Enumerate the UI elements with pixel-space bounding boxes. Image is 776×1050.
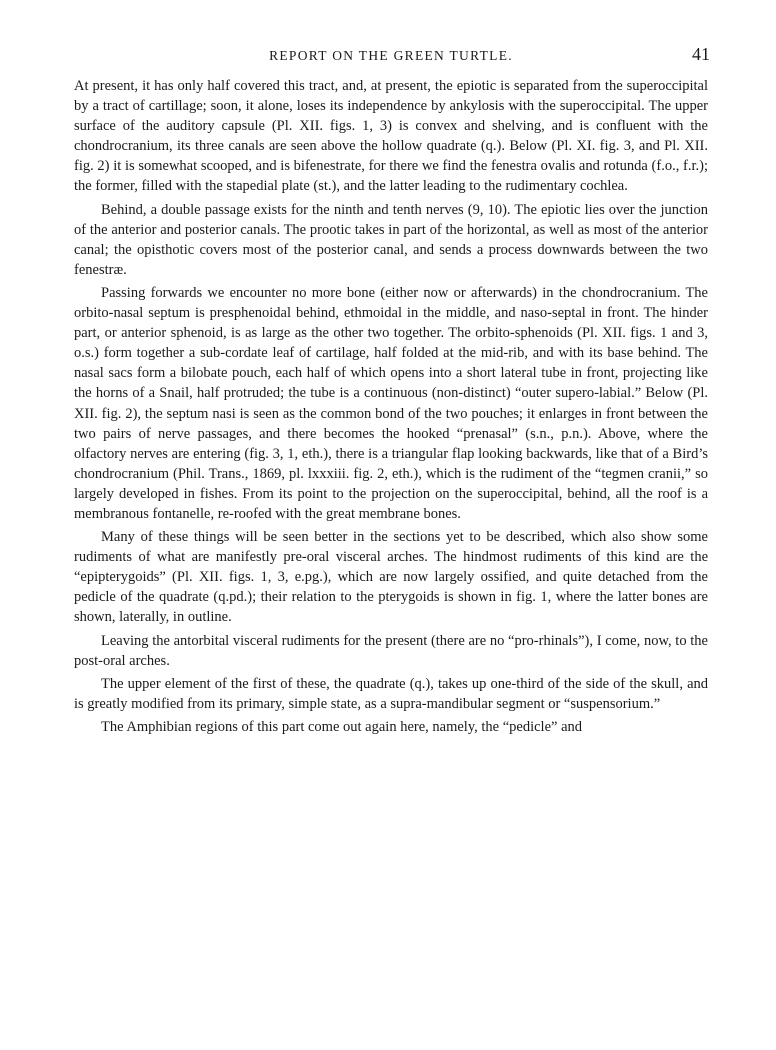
paragraph-7: The Amphibian regions of this part come out again here, namely, the “pedicle” and (101, 718, 583, 735)
paragraph-2: Behind, a double passage exists for the ninth and tenth nerves (9, 10). The epiotic lies over the junction of the anterior and posterior canals. The prootic takes in part of the horizontal, as well as most of the anterior canal; the opisthotic covers most of the posterior canal, and sends a process downwards between the two fenestræ. (74, 201, 708, 278)
page-number: 41 (692, 44, 710, 64)
body-text (74, 76, 708, 737)
paragraph-6: The upper element of the first of these, the quadrate (q.), takes up one-third of the side of the skull, and is greatly modified from its primary, simple state, as a supra-mandibular segment or “suspensorium.” (74, 675, 708, 712)
page (74, 0, 708, 740)
paragraph-3: Passing forwards we encounter no more bone (either now or afterwards) in the chondrocranium. The orbito-nasal septum is presphenoidal behind, ethmoidal in the middle, and naso-septal in front. The hinder part, or anterior sphenoid, is as large as the other two together. The orbito-sphenoids (Pl. XII. figs. 1 and 3, o.s.) form together a sub-cordate leaf of cartilage, half folded at the mid-rib, and with its base behind. The nasal sacs form a bilobate pouch, each half of which opens into a short lateral tube in front, projecting like the horns of a Snail, half protruded; the tube is a continuous (non-distinct) “outer supero-labial.” Below (Pl. XII. fig. 2), the septum nasi is seen as the common bond of the two pouches; it enlarges in front between the two pairs of nerve passages, and there becomes the hooked “prenasal” (s.n., p.n.). Above, where the olfactory nerves are entering (fig. 3, 1, eth.), there is a triangular flap looking backwards, like that of a Bird’s chondrocranium (Phil. Trans., 1869, pl. lxxxiii. fig. 2, eth.), which is the rudiment of the “tegmen cranii,” so largely developed in fishes. From its point to the projection on the superoccipital, behind, all the roof is a membranous fontanelle, re-roofed with the great membrane bones. (74, 284, 708, 522)
paragraph-5: Leaving the antorbital visceral rudiments for the present (there are no “pro-rhinals”), I come, now, to the post-oral arches. (74, 632, 708, 669)
paragraph-4: Many of these things will be seen better in the sections yet to be described, which also show some rudiments of what are manifestly pre-oral visceral arches. The hindmost rudiments of this kind are the “epipterygoids” (Pl. XII. figs. 1, 3, e.pg.), which are now largely ossified, and quite detached from the pedicle of the quadrate (q.pd.); their relation to the pterygoids is shown in fig. 1, where the latter bones are shown, laterally, in outline. (74, 529, 708, 626)
paragraph-1: At present, it has only half covered this tract, and, at present, the epiotic is separated from the superoccipital by a tract of cartillage; soon, it alone, loses its independence by ankylosis with the superoccipital. The upper surface of the auditory capsule (Pl. XII. figs. 1, 3) is convex and shelving, and is confluent with the chondrocranium, its three canals are seen above the hollow quadrate (q.). Below (Pl. XI. fig. 3, and Pl. XII. fig. 2) it is somewhat scooped, and is bifenestrate, for there we find the fenestra ovalis and rotunda (f.o., f.r.); the former, filled with the stapedial plate (st.), and the latter leading to the rudimentary cochlea. (74, 78, 708, 195)
running-head (74, 44, 708, 70)
running-title: REPORT ON THE GREEN TURTLE. (269, 48, 513, 63)
